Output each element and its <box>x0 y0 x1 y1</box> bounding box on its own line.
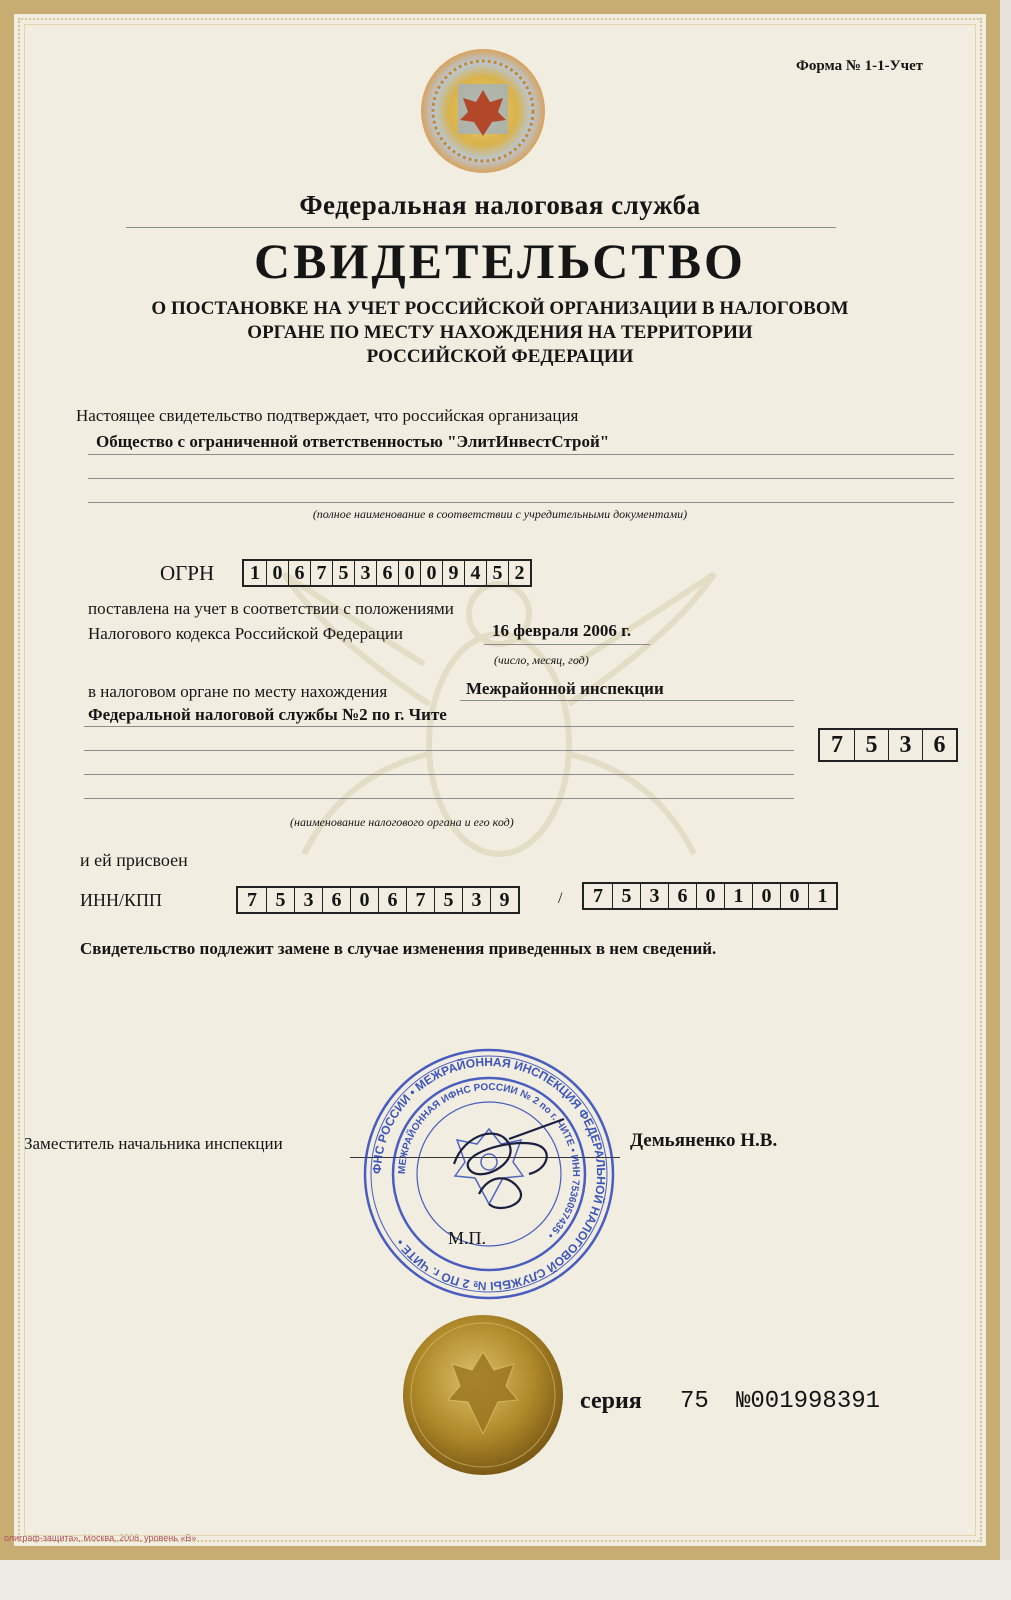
ogrn-digit: 4 <box>464 561 486 585</box>
series-value: 75 <box>680 1388 709 1415</box>
ogrn-boxes <box>242 559 532 587</box>
date-underline <box>484 644 650 645</box>
ogrn-digit: 0 <box>420 561 442 585</box>
office-line-1 <box>460 700 794 701</box>
office-code-digit: 7 <box>831 732 843 758</box>
signatory-name: Демьяненко Н.В. <box>630 1130 778 1151</box>
assigned-text: и ей присвоен <box>80 850 188 870</box>
office-name-2: Федеральной налоговой службы №2 по г. Чите <box>88 705 447 724</box>
replacement-notice: Свидетельство подлежит замене в случае изменения приведенных в нем сведений. <box>80 939 717 958</box>
stamp-eagle-icon <box>455 1129 523 1204</box>
ogrn-digit: 6 <box>288 561 310 585</box>
office-name-1: Межрайонной инспекции <box>466 679 664 698</box>
form-label: Форма № 1-1-Учет <box>796 58 924 74</box>
inn-digit: 9 <box>490 888 518 912</box>
office-line-3 <box>84 750 794 751</box>
inn-kpp-slash: / <box>558 890 563 907</box>
stamp-inner-text: МЕЖРАЙОННАЯ ИФНС РОССИИ № 2 по г. ЧИТЕ • ИНН 7536057435 • <box>396 1081 582 1241</box>
kpp-digit: 6 <box>668 884 696 908</box>
series-label: серия <box>580 1388 642 1414</box>
org-line-2 <box>88 478 954 479</box>
inn-digit: 5 <box>266 888 294 912</box>
ogrn-digit: 9 <box>442 561 464 585</box>
official-stamp <box>359 1044 619 1304</box>
mp-mark: М.П. <box>448 1228 487 1248</box>
gold-seal-icon <box>400 1312 566 1478</box>
kpp-digit: 0 <box>696 884 724 908</box>
ogrn-digit: 6 <box>376 561 398 585</box>
scan-margin <box>0 1560 1011 1600</box>
ogrn-digit: 3 <box>354 561 376 585</box>
intro-text: Настоящее свидетельство подтверждает, что российская организация <box>76 406 579 425</box>
inn-digit: 7 <box>247 889 257 911</box>
office-code-digit: 3 <box>888 730 922 760</box>
office-code-boxes <box>818 728 958 762</box>
ogrn-digit: 0 <box>266 561 288 585</box>
inn-digit: 0 <box>350 888 378 912</box>
office-code-digit: 6 <box>922 730 956 760</box>
ogrn-digit: 5 <box>332 561 354 585</box>
kpp-digit: 5 <box>612 884 640 908</box>
ogrn-digit: 1 <box>250 562 260 584</box>
series-number: №001998391 <box>736 1388 881 1415</box>
kpp-digit: 1 <box>808 884 836 908</box>
inn-digit: 7 <box>406 888 434 912</box>
office-line-2 <box>84 726 794 727</box>
inn-digit: 3 <box>294 888 322 912</box>
certificate-title: СВИДЕТЕЛЬСТВО <box>254 233 746 289</box>
org-line-1 <box>88 454 954 455</box>
ogrn-digit: 2 <box>508 561 530 585</box>
printer-footer: олиграф-защита», Москва, 2008, уровень «В» <box>4 1533 197 1543</box>
subtitle-line-2: ОРГАНЕ ПО МЕСТУ НАХОЖДЕНИЯ НА ТЕРРИТОРИИ <box>247 322 753 343</box>
inn-digit: 6 <box>378 888 406 912</box>
office-code-digit: 5 <box>854 730 888 760</box>
registration-date: 16 февраля 2006 г. <box>492 621 632 640</box>
inn-digit: 5 <box>434 888 462 912</box>
ogrn-digit: 5 <box>486 561 508 585</box>
office-hint: (наименование налогового органа и его код) <box>290 815 514 829</box>
hologram-emblem-icon <box>418 46 548 176</box>
kpp-digit: 0 <box>780 884 808 908</box>
subtitle-line-3: РОССИЙСКОЙ ФЕДЕРАЦИИ <box>366 346 634 367</box>
agency-underline <box>126 227 836 228</box>
org-name-hint: (полное наименование в соответствии с учредительными документами) <box>312 507 688 521</box>
inn-boxes <box>236 886 520 914</box>
kpp-boxes <box>582 882 838 910</box>
office-line-4 <box>84 774 794 775</box>
subtitle-line-1: О ПОСТАНОВКЕ НА УЧЕТ РОССИЙСКОЙ ОРГАНИЗАЦИИ В НАЛОГОВОМ <box>151 298 849 319</box>
office-prefix: в налоговом органе по месту нахождения <box>88 682 388 701</box>
kpp-digit: 0 <box>752 884 780 908</box>
certificate-subtitle <box>14 297 986 369</box>
date-hint: (число, месяц, год) <box>494 653 589 667</box>
kpp-digit: 7 <box>593 885 603 907</box>
kpp-digit: 1 <box>724 884 752 908</box>
registered-line-2: Налогового кодекса Российской Федерации <box>88 624 404 643</box>
svg-text:МЕЖРАЙОННАЯ ИФНС РОССИИ № 2 по <box>397 1082 581 1241</box>
ogrn-digit: 7 <box>310 561 332 585</box>
stamp-outer-text: ФНС РОССИИ • МЕЖРАЙОННАЯ ИНСПЕКЦИЯ ФЕДЕРАЛЬНОЙ НАЛОГОВОЙ СЛУЖБЫ № 2 ПО г. ЧИТЕ • <box>369 1054 609 1294</box>
ogrn-digit: 0 <box>398 561 420 585</box>
inn-digit: 6 <box>322 888 350 912</box>
organization-name: Общество с ограниченной ответственностью "ЭлитИнвестСтрой" <box>96 432 610 451</box>
inn-kpp-label: ИНН/КПП <box>80 890 163 910</box>
office-line-5 <box>84 798 794 799</box>
registered-line-1: поставлена на учет в соответствии с положениями <box>88 599 454 618</box>
org-line-3 <box>88 502 954 503</box>
kpp-digit: 3 <box>640 884 668 908</box>
ogrn-label: ОГРН <box>160 561 215 585</box>
signatory-position: Заместитель начальника инспекции <box>24 1134 283 1153</box>
inn-digit: 3 <box>462 888 490 912</box>
agency-name: Федеральная налоговая служба <box>299 190 701 220</box>
